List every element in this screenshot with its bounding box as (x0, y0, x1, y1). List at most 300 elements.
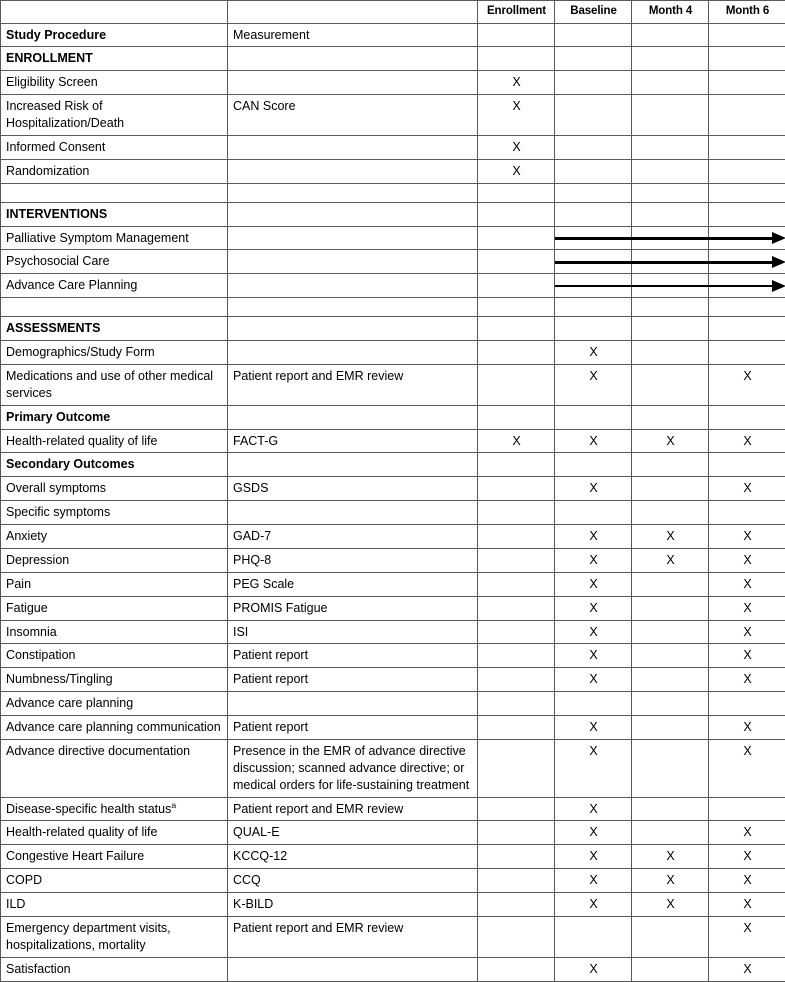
table-row (1, 957, 785, 981)
table-row (1, 453, 785, 477)
procedure-cell-satisfaction (1, 957, 228, 981)
table-row (1, 47, 785, 71)
mark-cell-secondary-outcomes-section-baseline (555, 453, 632, 477)
mark-cell-specific-symptoms-month-6 (709, 501, 785, 525)
timepoint-header-month-6: Month 6 (709, 1, 785, 24)
mark-cell-column-titles-enrollment (478, 23, 555, 47)
mark-cell-satisfaction-month-4 (632, 957, 709, 981)
mark-cell-informed-consent-baseline (555, 135, 632, 159)
procedure-label: Satisfaction (6, 962, 71, 976)
procedure-label: Increased Risk of Hospitalization/Death (6, 99, 124, 130)
procedure-label: Psychosocial Care (6, 254, 110, 268)
procedure-label: Secondary Outcomes (6, 457, 135, 471)
measurement-cell-column-titles: Measurement (228, 23, 478, 47)
measurement-cell-hrqol-qual-e: QUAL-E (228, 821, 478, 845)
right-arrow-icon (772, 256, 785, 268)
mark-cell-specific-symptoms-enrollment (478, 501, 555, 525)
table-row (1, 429, 785, 453)
procedure-label: COPD (6, 873, 42, 887)
mark-cell-medications-and-services-month-6: X (709, 364, 785, 405)
mark-cell-increased-risk-month-4 (632, 95, 709, 136)
mark-cell-spacer-2-baseline (555, 298, 632, 317)
procedure-label: Health-related quality of life (6, 825, 157, 839)
table-row (1, 317, 785, 341)
measurement-cell-advance-directive-documentation: Presence in the EMR of advance directive discussion; scanned advance directive; or medical orders for life-sustaining treatment (228, 739, 478, 797)
procedure-label: Numbness/Tingling (6, 672, 113, 686)
measurement-cell-spacer-2 (228, 298, 478, 317)
arrow-line (631, 285, 709, 287)
table-row (1, 405, 785, 429)
measurement-cell-satisfaction (228, 957, 478, 981)
mark-cell-assessments-section-enrollment (478, 317, 555, 341)
mark-cell-ed-visits-hospitalizations-mortality-enrollment (478, 916, 555, 957)
procedure-cell-copd (1, 869, 228, 893)
mark-cell-primary-outcome-section-month-6 (709, 405, 785, 429)
header-spacer-cell (1, 1, 228, 24)
mark-cell-spacer-1-month-6 (709, 183, 785, 202)
mark-cell-fatigue-month-6: X (709, 596, 785, 620)
procedure-cell-congestive-heart-failure (1, 845, 228, 869)
table-row (1, 572, 785, 596)
procedure-label: Insomnia (6, 625, 57, 639)
mark-cell-spacer-2-enrollment (478, 298, 555, 317)
mark-cell-numbness-tingling-enrollment (478, 668, 555, 692)
procedure-cell-interventions-section (1, 202, 228, 226)
mark-cell-copd-month-4: X (632, 869, 709, 893)
mark-cell-randomization-month-4 (632, 159, 709, 183)
arrow-line (708, 237, 772, 239)
mark-cell-spacer-1-baseline (555, 183, 632, 202)
intervention-arrow-cell-month-4 (632, 274, 709, 298)
mark-cell-pain-baseline: X (555, 572, 632, 596)
measurement-cell-secondary-outcomes-section (228, 453, 478, 477)
mark-cell-congestive-heart-failure-baseline: X (555, 845, 632, 869)
timepoint-header-month-4: Month 4 (632, 1, 709, 24)
mark-cell-overall-symptoms-month-6: X (709, 477, 785, 501)
procedure-cell-disease-specific-health-status (1, 797, 228, 821)
mark-cell-fatigue-month-4 (632, 596, 709, 620)
measurement-cell-depression: PHQ-8 (228, 548, 478, 572)
mark-cell-enrollment-section-month-6 (709, 47, 785, 71)
procedure-label: Primary Outcome (6, 410, 110, 424)
mark-cell-depression-month-4: X (632, 548, 709, 572)
mark-cell-enrollment-section-month-4 (632, 47, 709, 71)
mark-cell-acp-communication-month-4 (632, 716, 709, 740)
mark-cell-ed-visits-hospitalizations-mortality-baseline (555, 916, 632, 957)
mark-cell-psychosocial-care-enrollment (478, 250, 555, 274)
procedure-label: Health-related quality of life (6, 434, 157, 448)
table-row (1, 716, 785, 740)
mark-cell-column-titles-month-6 (709, 23, 785, 47)
procedure-cell-ed-visits-hospitalizations-mortality (1, 916, 228, 957)
mark-cell-disease-specific-health-status-enrollment (478, 797, 555, 821)
table-row (1, 797, 785, 821)
intervention-arrow-cell-baseline (555, 226, 632, 250)
mark-cell-primary-outcome-section-baseline (555, 405, 632, 429)
mark-cell-advance-care-planning-outcome-enrollment (478, 692, 555, 716)
mark-cell-randomization-baseline (555, 159, 632, 183)
mark-cell-demographics-study-form-month-6 (709, 341, 785, 365)
procedure-label: ASSESSMENTS (6, 321, 100, 335)
mark-cell-anxiety-enrollment (478, 525, 555, 549)
mark-cell-copd-month-6: X (709, 869, 785, 893)
intervention-arrow-cell-month-4 (632, 250, 709, 274)
mark-cell-increased-risk-enrollment: X (478, 95, 555, 136)
mark-cell-increased-risk-baseline (555, 95, 632, 136)
mark-cell-enrollment-section-baseline (555, 47, 632, 71)
mark-cell-acp-communication-month-6: X (709, 716, 785, 740)
table-row (1, 525, 785, 549)
timepoint-header-baseline: Baseline (555, 1, 632, 24)
mark-cell-satisfaction-month-6: X (709, 957, 785, 981)
measurement-cell-enrollment-section (228, 47, 478, 71)
procedure-cell-constipation (1, 644, 228, 668)
measurement-cell-eligibility-screen (228, 71, 478, 95)
mark-cell-pain-enrollment (478, 572, 555, 596)
mark-cell-spacer-2-month-6 (709, 298, 785, 317)
mark-cell-anxiety-month-6: X (709, 525, 785, 549)
table-row (1, 692, 785, 716)
timepoint-header-row (1, 1, 785, 24)
mark-cell-medications-and-services-month-4 (632, 364, 709, 405)
table-row (1, 250, 785, 274)
arrow-line (555, 261, 632, 263)
mark-cell-hrqol-factg-enrollment: X (478, 429, 555, 453)
measurement-cell-congestive-heart-failure: KCCQ-12 (228, 845, 478, 869)
procedure-cell-overall-symptoms (1, 477, 228, 501)
measurement-cell-psychosocial-care (228, 250, 478, 274)
mark-cell-informed-consent-month-6 (709, 135, 785, 159)
mark-cell-interventions-section-month-6 (709, 202, 785, 226)
procedure-label: ILD (6, 897, 25, 911)
procedure-label: Anxiety (6, 529, 47, 543)
procedure-cell-eligibility-screen (1, 71, 228, 95)
measurement-cell-hrqol-factg: FACT-G (228, 429, 478, 453)
mark-cell-assessments-section-month-4 (632, 317, 709, 341)
table-row (1, 135, 785, 159)
mark-cell-demographics-study-form-month-4 (632, 341, 709, 365)
mark-cell-interventions-section-month-4 (632, 202, 709, 226)
mark-cell-acp-communication-enrollment (478, 716, 555, 740)
measurement-cell-randomization (228, 159, 478, 183)
mark-cell-advance-care-planning-intervention-enrollment (478, 274, 555, 298)
procedure-cell-advance-care-planning-intervention (1, 274, 228, 298)
procedure-cell-assessments-section (1, 317, 228, 341)
mark-cell-eligibility-screen-month-6 (709, 71, 785, 95)
mark-cell-secondary-outcomes-section-month-6 (709, 453, 785, 477)
mark-cell-ild-baseline: X (555, 893, 632, 917)
procedure-label: Disease-specific health status (6, 802, 171, 816)
table-row (1, 71, 785, 95)
mark-cell-copd-baseline: X (555, 869, 632, 893)
mark-cell-pain-month-4 (632, 572, 709, 596)
table-row (1, 364, 785, 405)
measurement-cell-anxiety: GAD-7 (228, 525, 478, 549)
mark-cell-advance-directive-documentation-enrollment (478, 739, 555, 797)
procedure-label: Advance directive documentation (6, 744, 190, 758)
intervention-arrow-cell-baseline (555, 250, 632, 274)
mark-cell-assessments-section-month-6 (709, 317, 785, 341)
table-row (1, 596, 785, 620)
mark-cell-insomnia-baseline: X (555, 620, 632, 644)
right-arrow-icon (772, 232, 785, 244)
mark-cell-anxiety-month-4: X (632, 525, 709, 549)
measurement-cell-spacer-1 (228, 183, 478, 202)
measurement-cell-palliative-symptom-management (228, 226, 478, 250)
mark-cell-spacer-1-enrollment (478, 183, 555, 202)
mark-cell-acp-communication-baseline: X (555, 716, 632, 740)
mark-cell-palliative-symptom-management-enrollment (478, 226, 555, 250)
procedure-label: Congestive Heart Failure (6, 849, 144, 863)
procedure-cell-advance-care-planning-outcome (1, 692, 228, 716)
procedure-cell-spacer-2 (1, 298, 228, 317)
measurement-cell-increased-risk: CAN Score (228, 95, 478, 136)
measurement-cell-copd: CCQ (228, 869, 478, 893)
mark-cell-overall-symptoms-enrollment (478, 477, 555, 501)
mark-cell-informed-consent-month-4 (632, 135, 709, 159)
mark-cell-advance-care-planning-outcome-baseline (555, 692, 632, 716)
procedure-cell-ild (1, 893, 228, 917)
mark-cell-ild-enrollment (478, 893, 555, 917)
procedure-cell-depression (1, 548, 228, 572)
procedure-cell-demographics-study-form (1, 341, 228, 365)
table-row (1, 644, 785, 668)
right-arrow-icon (772, 280, 785, 292)
intervention-arrow-cell-month-6 (709, 250, 785, 274)
table-row (1, 23, 785, 47)
procedure-label: Constipation (6, 648, 76, 662)
measurement-cell-ed-visits-hospitalizations-mortality: Patient report and EMR review (228, 916, 478, 957)
table-row (1, 821, 785, 845)
mark-cell-insomnia-month-4 (632, 620, 709, 644)
arrow-line (708, 285, 772, 287)
mark-cell-hrqol-qual-e-enrollment (478, 821, 555, 845)
mark-cell-secondary-outcomes-section-enrollment (478, 453, 555, 477)
mark-cell-constipation-month-6: X (709, 644, 785, 668)
procedure-label: Eligibility Screen (6, 75, 98, 89)
procedure-cell-increased-risk (1, 95, 228, 136)
mark-cell-demographics-study-form-enrollment (478, 341, 555, 365)
procedure-cell-anxiety (1, 525, 228, 549)
procedure-label: Depression (6, 553, 69, 567)
measurement-cell-medications-and-services: Patient report and EMR review (228, 364, 478, 405)
mark-cell-copd-enrollment (478, 869, 555, 893)
mark-cell-ild-month-6: X (709, 893, 785, 917)
mark-cell-demographics-study-form-baseline: X (555, 341, 632, 365)
table-row (1, 477, 785, 501)
table-row (1, 202, 785, 226)
mark-cell-numbness-tingling-month-6: X (709, 668, 785, 692)
measurement-cell-numbness-tingling: Patient report (228, 668, 478, 692)
mark-cell-ild-month-4: X (632, 893, 709, 917)
mark-cell-advance-care-planning-outcome-month-6 (709, 692, 785, 716)
footnote-marker: a (171, 799, 176, 809)
intervention-arrow-cell-month-6 (709, 226, 785, 250)
mark-cell-satisfaction-baseline: X (555, 957, 632, 981)
mark-cell-ed-visits-hospitalizations-mortality-month-6: X (709, 916, 785, 957)
table-row (1, 739, 785, 797)
mark-cell-depression-month-6: X (709, 548, 785, 572)
procedure-cell-insomnia (1, 620, 228, 644)
table-row (1, 341, 785, 365)
mark-cell-insomnia-month-6: X (709, 620, 785, 644)
mark-cell-informed-consent-enrollment: X (478, 135, 555, 159)
mark-cell-medications-and-services-baseline: X (555, 364, 632, 405)
mark-cell-satisfaction-enrollment (478, 957, 555, 981)
mark-cell-specific-symptoms-baseline (555, 501, 632, 525)
mark-cell-eligibility-screen-month-4 (632, 71, 709, 95)
measurement-cell-pain: PEG Scale (228, 572, 478, 596)
procedure-label: Emergency department visits, hospitalizations, mortality (6, 921, 171, 952)
table-row (1, 869, 785, 893)
measurement-cell-fatigue: PROMIS Fatigue (228, 596, 478, 620)
procedure-cell-psychosocial-care (1, 250, 228, 274)
mark-cell-congestive-heart-failure-enrollment (478, 845, 555, 869)
table-row (1, 183, 785, 202)
mark-cell-constipation-enrollment (478, 644, 555, 668)
mark-cell-ed-visits-hospitalizations-mortality-month-4 (632, 916, 709, 957)
measurement-cell-insomnia: ISI (228, 620, 478, 644)
procedure-label: Demographics/Study Form (6, 345, 155, 359)
table-row (1, 501, 785, 525)
mark-cell-interventions-section-enrollment (478, 202, 555, 226)
procedure-cell-enrollment-section (1, 47, 228, 71)
procedure-label: INTERVENTIONS (6, 207, 107, 221)
mark-cell-hrqol-qual-e-month-4 (632, 821, 709, 845)
table-row (1, 916, 785, 957)
mark-cell-interventions-section-baseline (555, 202, 632, 226)
arrow-line (555, 285, 632, 287)
procedure-cell-fatigue (1, 596, 228, 620)
mark-cell-primary-outcome-section-month-4 (632, 405, 709, 429)
procedure-cell-pain (1, 572, 228, 596)
mark-cell-overall-symptoms-month-4 (632, 477, 709, 501)
measurement-cell-constipation: Patient report (228, 644, 478, 668)
header-spacer-cell (228, 1, 478, 24)
mark-cell-hrqol-factg-month-6: X (709, 429, 785, 453)
procedure-cell-secondary-outcomes-section (1, 453, 228, 477)
arrow-line (631, 237, 709, 239)
mark-cell-randomization-enrollment: X (478, 159, 555, 183)
mark-cell-depression-enrollment (478, 548, 555, 572)
measurement-cell-demographics-study-form (228, 341, 478, 365)
procedure-cell-informed-consent (1, 135, 228, 159)
timepoint-header-enrollment: Enrollment (478, 1, 555, 24)
mark-cell-enrollment-section-enrollment (478, 47, 555, 71)
table-row (1, 620, 785, 644)
table-row (1, 274, 785, 298)
measurement-cell-specific-symptoms (228, 501, 478, 525)
procedure-label: Medications and use of other medical services (6, 369, 213, 400)
procedure-label: Randomization (6, 164, 89, 178)
procedure-label: Study Procedure (6, 28, 106, 42)
intervention-arrow-cell-month-6 (709, 274, 785, 298)
measurement-cell-advance-care-planning-intervention (228, 274, 478, 298)
procedure-cell-advance-directive-documentation (1, 739, 228, 797)
mark-cell-eligibility-screen-baseline (555, 71, 632, 95)
measurement-cell-disease-specific-health-status: Patient report and EMR review (228, 797, 478, 821)
procedure-label: ENROLLMENT (6, 51, 93, 65)
mark-cell-disease-specific-health-status-month-6 (709, 797, 785, 821)
mark-cell-hrqol-qual-e-baseline: X (555, 821, 632, 845)
procedure-cell-spacer-1 (1, 183, 228, 202)
mark-cell-column-titles-baseline (555, 23, 632, 47)
procedure-cell-medications-and-services (1, 364, 228, 405)
mark-cell-numbness-tingling-month-4 (632, 668, 709, 692)
procedure-cell-numbness-tingling (1, 668, 228, 692)
table-row (1, 159, 785, 183)
mark-cell-insomnia-enrollment (478, 620, 555, 644)
mark-cell-constipation-month-4 (632, 644, 709, 668)
mark-cell-hrqol-factg-baseline: X (555, 429, 632, 453)
mark-cell-eligibility-screen-enrollment: X (478, 71, 555, 95)
mark-cell-spacer-2-month-4 (632, 298, 709, 317)
mark-cell-congestive-heart-failure-month-6: X (709, 845, 785, 869)
procedure-label: Advance care planning communication (6, 720, 221, 734)
mark-cell-specific-symptoms-month-4 (632, 501, 709, 525)
mark-cell-advance-directive-documentation-baseline: X (555, 739, 632, 797)
measurement-cell-interventions-section (228, 202, 478, 226)
measurement-cell-primary-outcome-section (228, 405, 478, 429)
mark-cell-increased-risk-month-6 (709, 95, 785, 136)
procedure-cell-hrqol-qual-e (1, 821, 228, 845)
procedure-label: Overall symptoms (6, 481, 106, 495)
arrow-line (708, 261, 772, 263)
mark-cell-disease-specific-health-status-baseline: X (555, 797, 632, 821)
procedure-label: Pain (6, 577, 31, 591)
procedure-cell-randomization (1, 159, 228, 183)
mark-cell-hrqol-qual-e-month-6: X (709, 821, 785, 845)
mark-cell-primary-outcome-section-enrollment (478, 405, 555, 429)
procedure-cell-specific-symptoms (1, 501, 228, 525)
measurement-cell-ild: K-BILD (228, 893, 478, 917)
procedure-cell-palliative-symptom-management (1, 226, 228, 250)
mark-cell-column-titles-month-4 (632, 23, 709, 47)
table-row (1, 845, 785, 869)
mark-cell-numbness-tingling-baseline: X (555, 668, 632, 692)
mark-cell-medications-and-services-enrollment (478, 364, 555, 405)
mark-cell-assessments-section-baseline (555, 317, 632, 341)
mark-cell-congestive-heart-failure-month-4: X (632, 845, 709, 869)
mark-cell-randomization-month-6 (709, 159, 785, 183)
table-row (1, 668, 785, 692)
mark-cell-secondary-outcomes-section-month-4 (632, 453, 709, 477)
intervention-arrow-cell-month-4 (632, 226, 709, 250)
mark-cell-advance-care-planning-outcome-month-4 (632, 692, 709, 716)
mark-cell-fatigue-baseline: X (555, 596, 632, 620)
mark-cell-fatigue-enrollment (478, 596, 555, 620)
procedure-label: Fatigue (6, 601, 48, 615)
procedure-cell-primary-outcome-section (1, 405, 228, 429)
mark-cell-spacer-1-month-4 (632, 183, 709, 202)
measurement-cell-informed-consent (228, 135, 478, 159)
table-row (1, 298, 785, 317)
intervention-arrow-cell-baseline (555, 274, 632, 298)
mark-cell-overall-symptoms-baseline: X (555, 477, 632, 501)
procedure-cell-acp-communication (1, 716, 228, 740)
mark-cell-pain-month-6: X (709, 572, 785, 596)
procedure-label: Palliative Symptom Management (6, 231, 189, 245)
arrow-line (631, 261, 709, 263)
procedure-label: Specific symptoms (6, 505, 110, 519)
arrow-line (555, 237, 632, 239)
mark-cell-depression-baseline: X (555, 548, 632, 572)
mark-cell-anxiety-baseline: X (555, 525, 632, 549)
mark-cell-advance-directive-documentation-month-4 (632, 739, 709, 797)
measurement-cell-overall-symptoms: GSDS (228, 477, 478, 501)
table-row (1, 548, 785, 572)
table-row (1, 95, 785, 136)
